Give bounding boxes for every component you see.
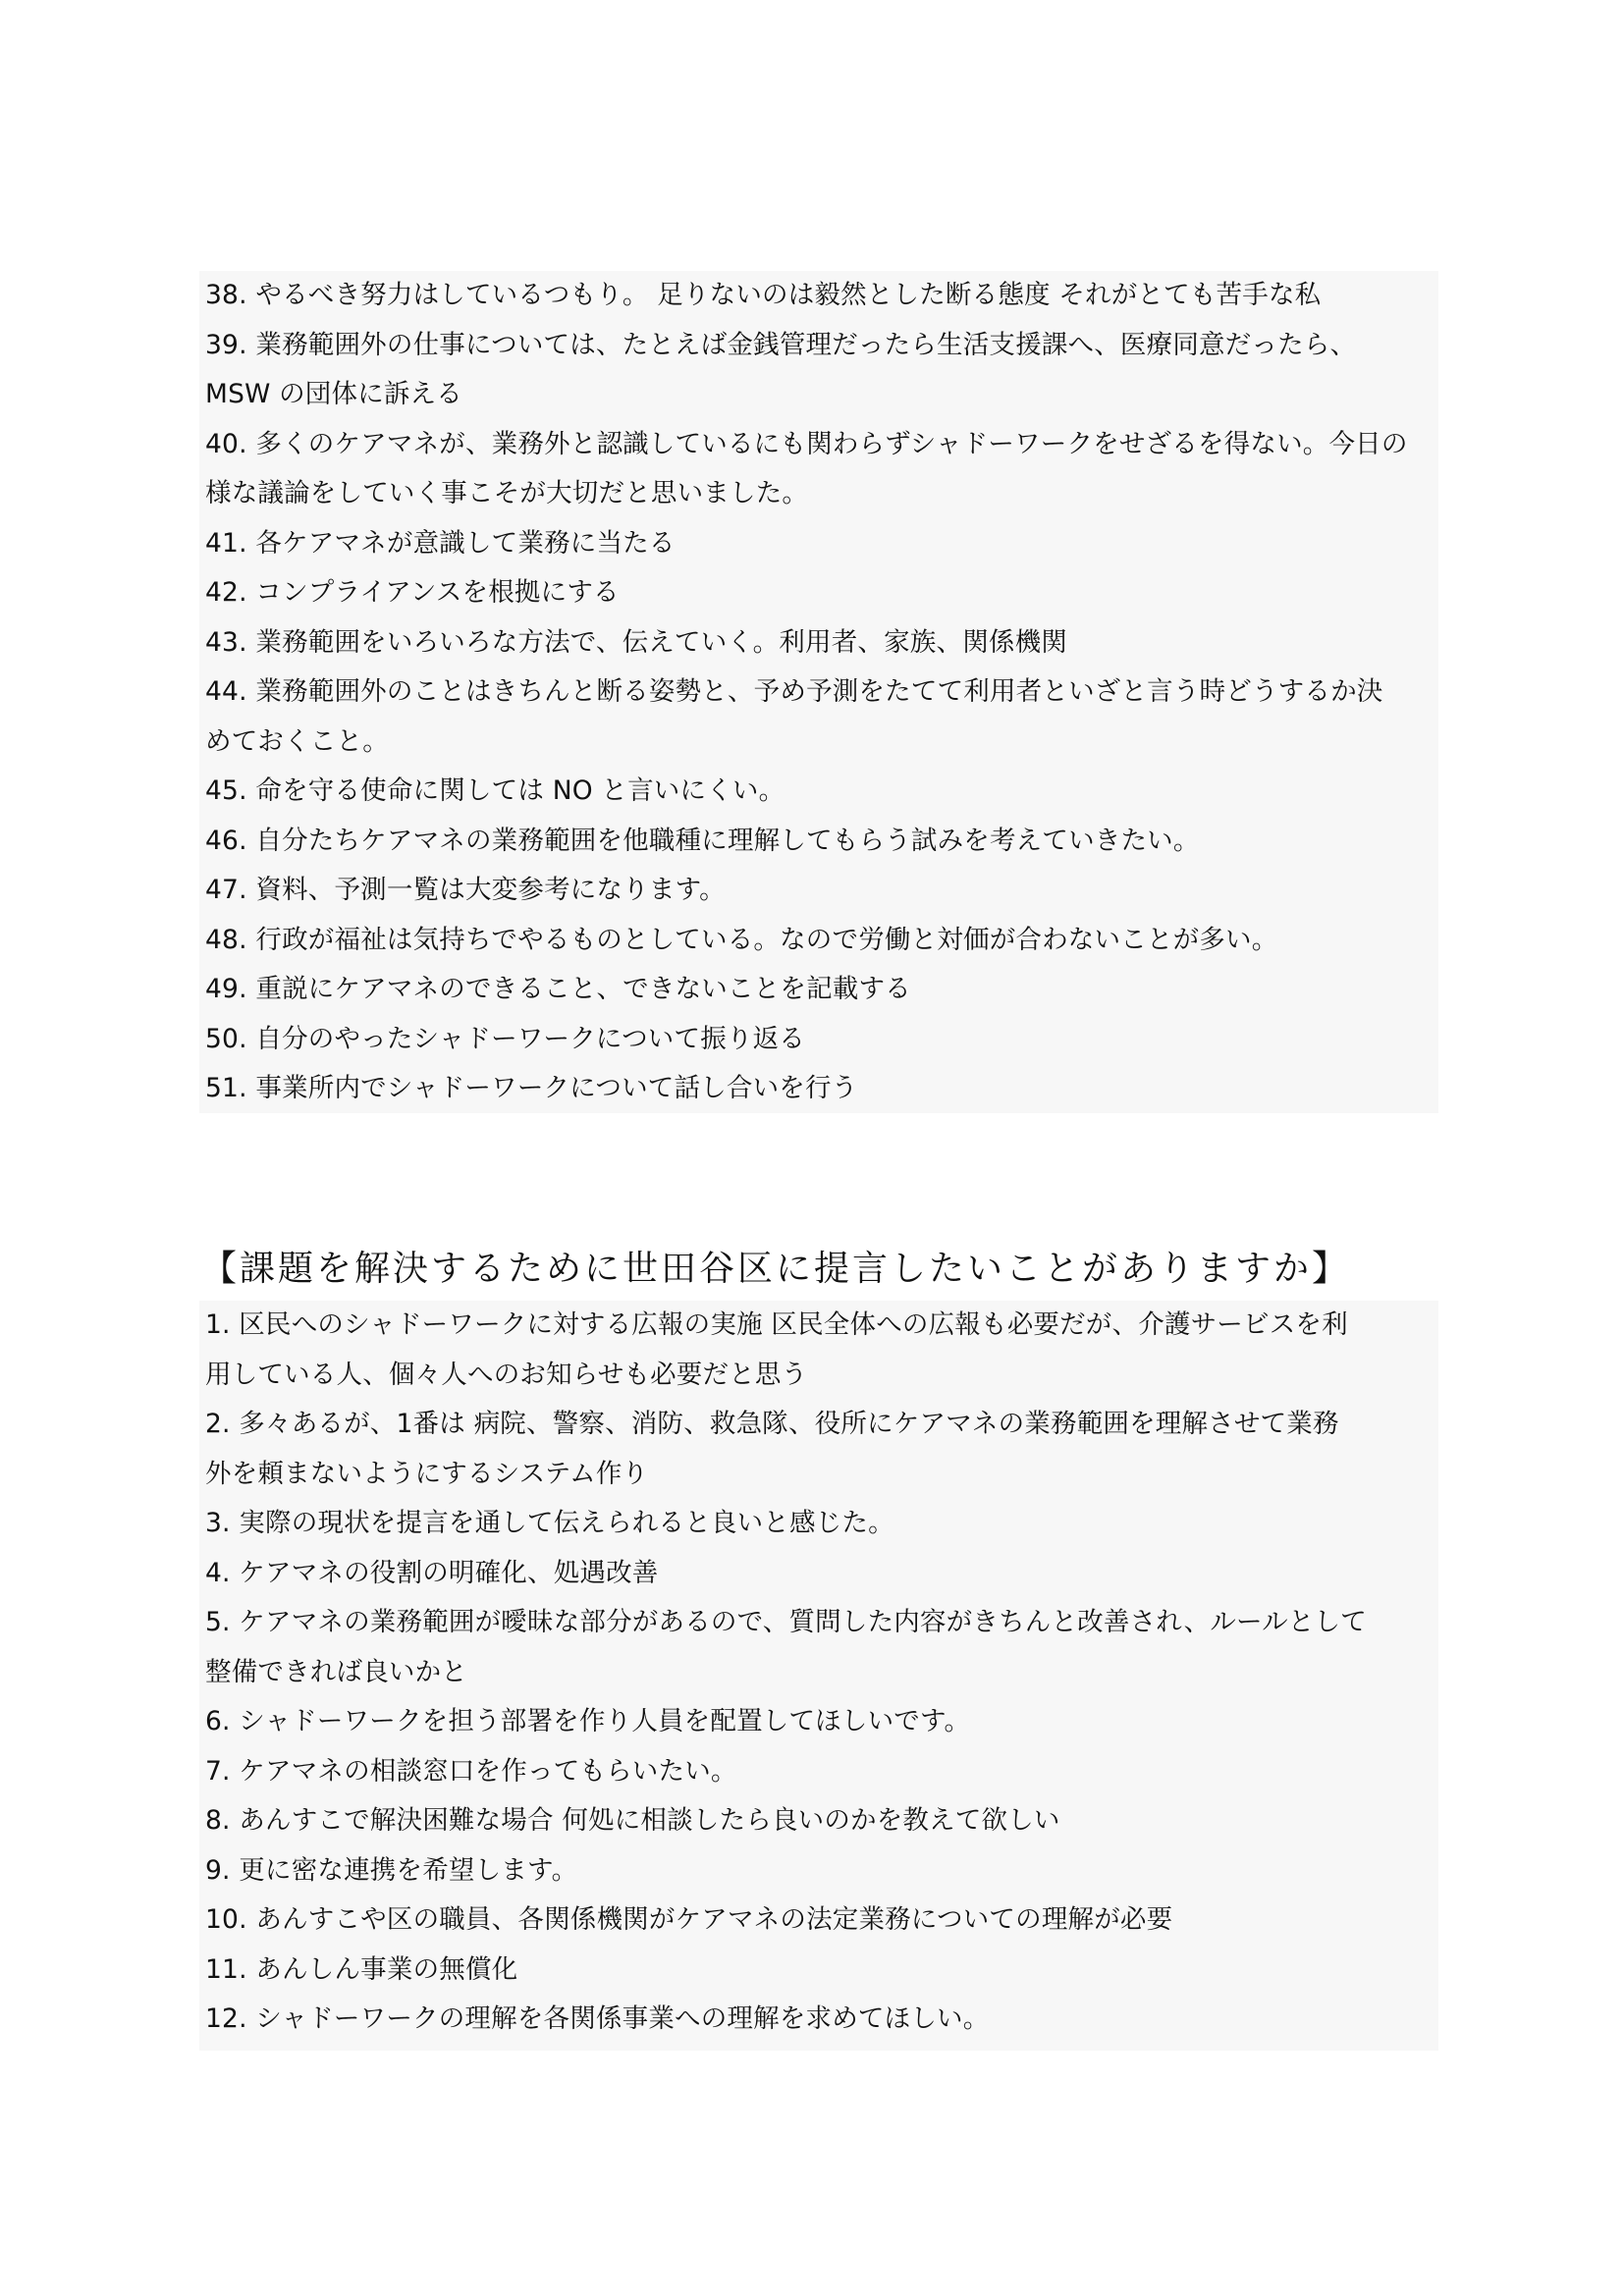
text-line: 1. 区民へのシャドーワークに対する広報の実施 区民全体への広報も必要だが、介護サービスを利 — [205, 1309, 1348, 1340]
text-line: 8. あんすこで解決困難な場合 何処に相談したら良いのかを教えて欲しい — [205, 1805, 1060, 1836]
text-line: 10. あんすこや区の職員、各関係機関がケアマネの法定業務についての理解が必要 — [205, 1904, 1173, 1935]
section-heading: 【課題を解決するために世田谷区に提言したいことがありますか】 — [201, 1249, 1351, 1289]
text-line: 50. 自分のやったシャドーワークについて振り返る — [205, 1023, 806, 1054]
text-line: 38. やるべき努力はしているつもり。 足りないのは毅然とした断る態度 それがとても苦手な私 — [205, 280, 1322, 310]
text-line: 3. 実際の現状を提言を通して伝えられると良いと感じた。 — [205, 1508, 894, 1538]
text-line: 12. シャドーワークの理解を各関係事業への理解を求めてほしい。 — [205, 2003, 990, 2034]
text-line: 39. 業務範囲外の仕事については、たとえば金銭管理だったら生活支援課へ、医療同意だったら、 — [205, 329, 1357, 360]
text-line: 44. 業務範囲外のことはきちんと断る姿勢と、予め予測をたてて利用者といざと言う時どうするか決 — [205, 676, 1383, 707]
text-line: 用している人、個々人へのお知らせも必要だと思う — [205, 1359, 808, 1390]
text-line: 整備できれば良いかと — [205, 1656, 467, 1687]
text-line: 43. 業務範囲をいろいろな方法で、伝えていく。利用者、家族、関係機関 — [205, 626, 1068, 658]
text-line: 様な議論をしていく事こそが大切だと思いました。 — [205, 478, 809, 508]
text-line: 47. 資料、予測一覧は大変参考になります。 — [205, 875, 726, 905]
text-line: めておくこと。 — [205, 725, 389, 757]
text-line: 6. シャドーワークを担う部署を作り人員を配置してほしいです。 — [205, 1706, 971, 1736]
text-line: 4. ケアマネの役割の明確化、処遇改善 — [205, 1557, 659, 1588]
text-line: 45. 命を守る使命に関しては NO と言いにくい。 — [205, 775, 785, 806]
proposals-block — [199, 1301, 1438, 2051]
text-line: 40. 多くのケアマネが、業務外と認識しているにも関わらずシャドーワークをせざるを得ない。今日の — [205, 428, 1408, 459]
text-line: 9. 更に密な連携を希望します。 — [205, 1854, 578, 1886]
text-line: 7. ケアマネの相談窓口を作ってもらいたい。 — [205, 1755, 737, 1787]
text-line: 42. コンプライアンスを根拠にする — [205, 577, 620, 608]
text-line: 51. 事業所内でシャドーワークについて話し合いを行う — [205, 1073, 858, 1103]
text-line: 2. 多々あるが、1番は 病院、警察、消防、救急隊、役所にケアマネの業務範囲を理解させて業務 — [205, 1409, 1339, 1439]
text-line: 外を頼まないようにするシステム作り — [205, 1458, 649, 1489]
text-line: MSW の団体に訴える — [205, 379, 463, 409]
text-line: 46. 自分たちケアマネの業務範囲を他職種に理解してもらう試みを考えていきたい。 — [205, 825, 1200, 856]
text-line: 41. 各ケアマネが意識して業務に当たる — [205, 527, 676, 559]
text-line: 49. 重説にケアマネのできること、できないことを記載する — [205, 974, 911, 1004]
text-line: 11. あんしん事業の無償化 — [205, 1953, 518, 1985]
comments-block — [199, 271, 1438, 1113]
text-line: 48. 行政が福祉は気持ちでやるものとしている。なので労働と対価が合わないことが多い。 — [205, 924, 1278, 955]
text-line: 5. ケアマネの業務範囲が曖昧な部分があるので、質問した内容がきちんと改善され、ルールとして — [205, 1607, 1367, 1637]
